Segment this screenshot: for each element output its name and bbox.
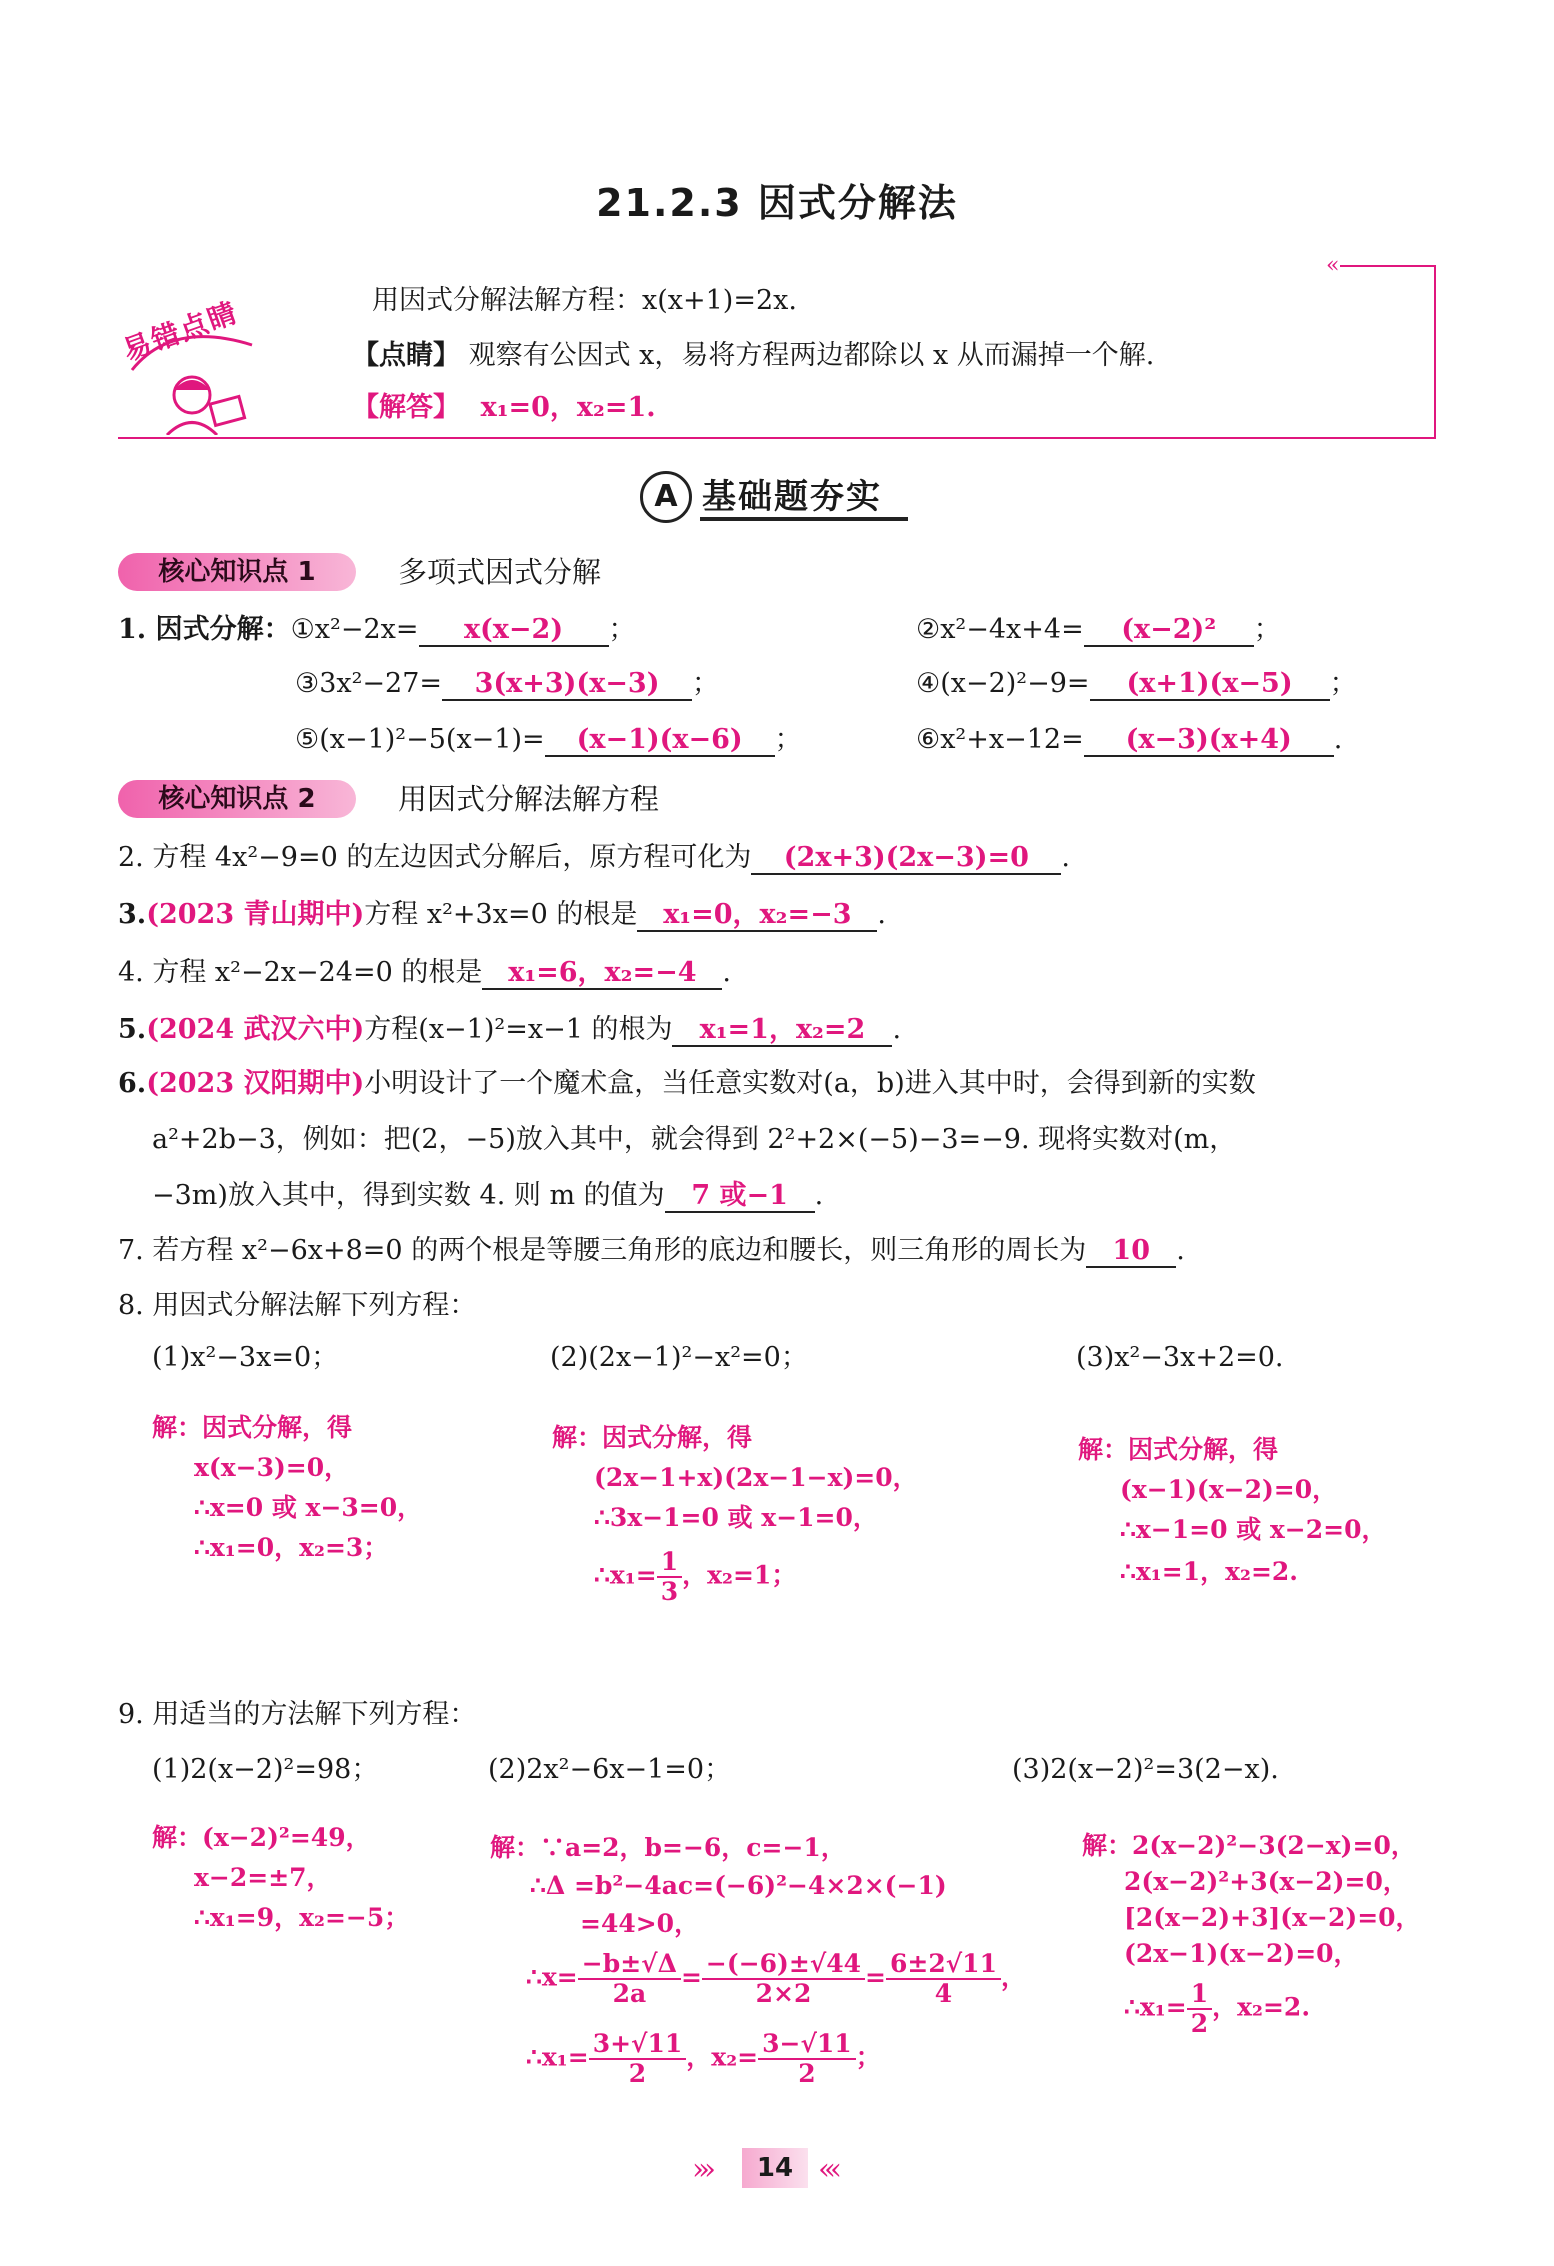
fraction-one-half [1187,1980,1212,2038]
q9-part2-label: (2)2x²−6x−1=0； [488,1754,732,1785]
q8-part1-sol2: x(x−3)=0， [194,1453,350,1482]
q8-part2-x1: ∴x₁= [594,1560,657,1590]
chevron-right-decor-icon: ››› [692,2152,710,2187]
q7-text: 7. 若方程 x²−6x+8=0 的两个根是等腰三角形的底边和腰长，则三角形的周长为 [118,1235,1087,1266]
frac-numerator: 1 [657,1548,682,1578]
fraction-formula [578,1950,681,2008]
q8-part3-label: (3)x²−3x+2=0. [1076,1342,1284,1373]
q3 [118,897,886,933]
q9-part3-label: (3)2(x−2)²=3(2−x). [1012,1754,1279,1785]
q1-item3-answer: 3(x+3)(x−3) [442,669,692,701]
q9-part3-sol5 [1124,1980,1310,2038]
q5-tag: (2024 武汉六中) [146,1014,365,1045]
q1-item6-end: . [1333,724,1343,755]
q6-line3-text: −3m)放入其中，得到实数 4. 则 m 的值为 [152,1180,665,1211]
kp2-badge: 核心知识点 2 [118,780,356,818]
q9-p3-x1-eq: ∴x₁= [1124,1992,1187,2022]
q9-x-eq: ∴x= [526,1962,578,1992]
q8-part2-x2: ，x₂=1； [682,1560,797,1590]
q8-part2-label: (2)(2x−1)²−x²=0； [550,1342,808,1373]
q1-item2-expr: ②x²−4x+4= [916,614,1084,645]
error-logo [112,295,282,435]
q5-text: 方程(x−1)²=x−1 的根为 [364,1014,673,1045]
frac-denominator: 3 [660,1577,679,1606]
q8-part2-sol1: 解：因式分解，得 [552,1423,753,1452]
q5-end: . [892,1014,902,1045]
q6-line2: a²+2b−3，例如：把(2，−5)放入其中，就会得到 2²+2×(−5)−3=−9. 现将实数对(m， [152,1124,1237,1155]
fraction-one-third [657,1548,682,1606]
frac-numerator: −b±√Δ [578,1950,681,1980]
q9-part2-sol4 [526,1950,1026,2008]
frac-numerator: 6±2√11 [886,1950,1001,1980]
q9-x1-eq: ∴x₁= [526,2042,589,2072]
q7-answer: 10 [1086,1236,1176,1268]
q7 [118,1233,1185,1269]
q5-answer: x₁=1，x₂=2 [672,1015,892,1047]
q1-item2 [916,612,1281,648]
frac-numerator: 3−√11 [758,2030,856,2060]
q8-part3-sol4: ∴x₁=1，x₂=2. [1120,1557,1299,1586]
q9-part3-sol3: [2(x−2)+3](x−2)=0， [1124,1903,1421,1932]
frac-numerator: −(−6)±√44 [702,1950,865,1980]
q1-item3-end: ； [692,668,720,699]
q9-p3-x2: ，x₂=2. [1212,1992,1311,2022]
q1-item3 [295,666,719,702]
section-a-badge: A [640,471,692,523]
q1-stem-text: 1. 因式分解： [118,614,291,645]
q9-part2-sol3: =44>0， [580,1909,700,1938]
page-number: 14 [742,2148,808,2188]
section-a-underline [700,517,908,521]
fraction-substituted [702,1950,865,2008]
q8-part1-sol4: ∴x₁=0，x₂=3； [194,1533,389,1562]
q1-item1-answer: x(x−2) [419,615,609,647]
page-title: 21.2.3 因式分解法 [596,181,958,225]
q8-stem: 8. 用因式分解法解下列方程： [118,1290,477,1321]
frac-denominator: 2 [798,2059,816,2088]
q9-part1-sol1: 解：(x−2)²=49， [152,1823,371,1852]
q9-part1-sol2: x−2=±7， [194,1863,332,1892]
q1-item5-end: ； [774,724,802,755]
fraction-x1 [589,2030,687,2088]
frac-numerator: 3+√11 [589,2030,687,2060]
q6-line3 [152,1178,823,1214]
q5 [118,1012,901,1048]
frac-denominator: 2 [628,2059,647,2088]
q3-tag: (2023 青山期中) [146,899,365,930]
q1-item3-expr: ③3x²−27= [295,668,443,699]
q1-item2-end: ； [1253,614,1281,645]
q1-item6 [916,722,1342,758]
q9-part2-sol2: ∴Δ =b²−4ac=(−6)²−4×2×(−1) [530,1871,947,1900]
fraction-x2 [758,2030,856,2088]
error-box-bottom-line [118,437,1434,439]
q6-end: . [814,1180,824,1211]
q4 [118,955,731,991]
error-answer [352,390,656,426]
q8-part2-sol3: ∴3x−1=0 或 x−1=0， [594,1503,878,1532]
q1-item6-expr: ⑥x²+x−12= [916,724,1084,755]
q2-end: . [1061,842,1070,873]
q4-end: . [722,957,731,988]
hint-label: 【点睛】 [352,340,460,371]
q4-text: 4. 方程 x²−2x−24=0 的根是 [118,957,483,988]
q1-item1-end: ； [608,614,636,645]
q6-answer: 7 或−1 [665,1181,815,1213]
kp1-title: 多项式因式分解 [398,555,602,589]
error-box-top-line [1340,265,1434,267]
q3-num: 3. [118,899,147,930]
q2-answer: (2x+3)(2x−3)=0 [751,843,1061,875]
q9-stem: 9. 用适当的方法解下列方程： [118,1699,477,1730]
q6-tag: (2023 汉阳期中) [146,1068,365,1099]
q9-part3-sol2: 2(x−2)²+3(x−2)=0， [1124,1867,1408,1896]
q9-part1-label: (1)2(x−2)²=98； [152,1754,379,1785]
q8-part1-sol1: 解：因式分解，得 [152,1413,353,1442]
q8-part1-sol3: ∴x=0 或 x−3=0， [194,1493,423,1522]
frac-denominator: 2 [1190,2009,1209,2038]
q1-item5-expr: ⑤(x−1)²−5(x−1)= [295,724,545,755]
q1-item6-answer: (x−3)(x+4) [1084,725,1334,757]
kp2-title: 用因式分解法解方程 [398,782,660,816]
frac-numerator: 1 [1187,1980,1212,2010]
q9-x2-eq: ，x₂= [686,2042,759,2072]
q9-part3-sol4: (2x−1)(x−2)=0， [1124,1939,1359,1968]
error-hint [352,338,1154,374]
answer-text: x₁=0，x₂=1. [480,392,656,423]
q8-part2-sol4 [594,1548,796,1606]
semicolon: ； [855,2042,881,2072]
frac-denominator: 4 [934,1979,953,2008]
section-a-header [640,463,910,527]
q1-item2-answer: (x−2)² [1084,615,1254,647]
section-a-title: 基础题夯实 [702,477,882,517]
fraction-simplified [886,1950,1001,2008]
q3-end: . [877,899,886,930]
q1-item5 [295,722,802,758]
q1-item1-expr: ①x²−2x= [290,614,419,645]
q1-item4-end: ； [1329,668,1357,699]
q5-num: 5. [118,1014,147,1045]
comma: ， [1000,1962,1026,1992]
eq-sign: = [680,1962,702,1992]
q3-answer: x₁=0，x₂=−3 [637,900,877,932]
q9-part2-sol5 [526,2030,881,2088]
q1-stem [118,612,636,648]
error-logo-text: 易错点睛 [118,295,243,368]
q4-answer: x₁=6，x₂=−4 [482,958,722,990]
q1-item4 [916,666,1357,702]
q7-end: . [1176,1235,1185,1266]
frac-denominator: 2a [612,1979,647,2008]
q2-text: 2. 方程 4x²−9=0 的左边因式分解后，原方程可化为 [118,842,752,873]
q2 [118,840,1070,876]
kp1-badge: 核心知识点 1 [118,553,356,591]
error-problem: 用因式分解法解方程：x(x+1)=2x. [372,285,797,316]
q6-line1 [118,1066,1256,1102]
q9-part2-sol1: 解：∵a=2，b=−6，c=−1， [490,1833,846,1862]
double-chevron-left-icon: « [1326,253,1340,278]
hint-text: 观察有公因式 x，易将方程两边都除以 x 从而漏掉一个解. [468,340,1155,371]
q8-part3-sol1: 解：因式分解，得 [1078,1435,1279,1464]
q8-part2-sol2: (2x−1+x)(2x−1−x)=0， [594,1463,918,1492]
q8-part1-label: (1)x²−3x=0； [152,1342,339,1373]
eq-sign: = [865,1962,886,1992]
frac-denominator: 2×2 [755,1979,812,2008]
q6-line1-text: 小明设计了一个魔术盒，当任意实数对(a，b)进入其中时，会得到新的实数 [364,1068,1256,1099]
q1-item5-answer: (x−1)(x−6) [545,725,775,757]
q8-part3-sol3: ∴x−1=0 或 x−2=0， [1120,1515,1387,1544]
q9-part1-sol3: ∴x₁=9，x₂=−5； [194,1903,410,1932]
q8-part3-sol2: (x−1)(x−2)=0， [1120,1475,1338,1504]
q9-part3-sol1: 解：2(x−2)²−3(2−x)=0， [1082,1831,1416,1860]
q1-item4-answer: (x+1)(x−5) [1090,669,1330,701]
q3-text: 方程 x²+3x=0 的根是 [364,899,638,930]
q6-num: 6. [118,1068,147,1099]
chevron-left-decor-icon: ‹‹‹ [818,2152,836,2187]
q1-item4-expr: ④(x−2)²−9= [916,668,1090,699]
answer-label: 【解答】 [352,392,460,423]
